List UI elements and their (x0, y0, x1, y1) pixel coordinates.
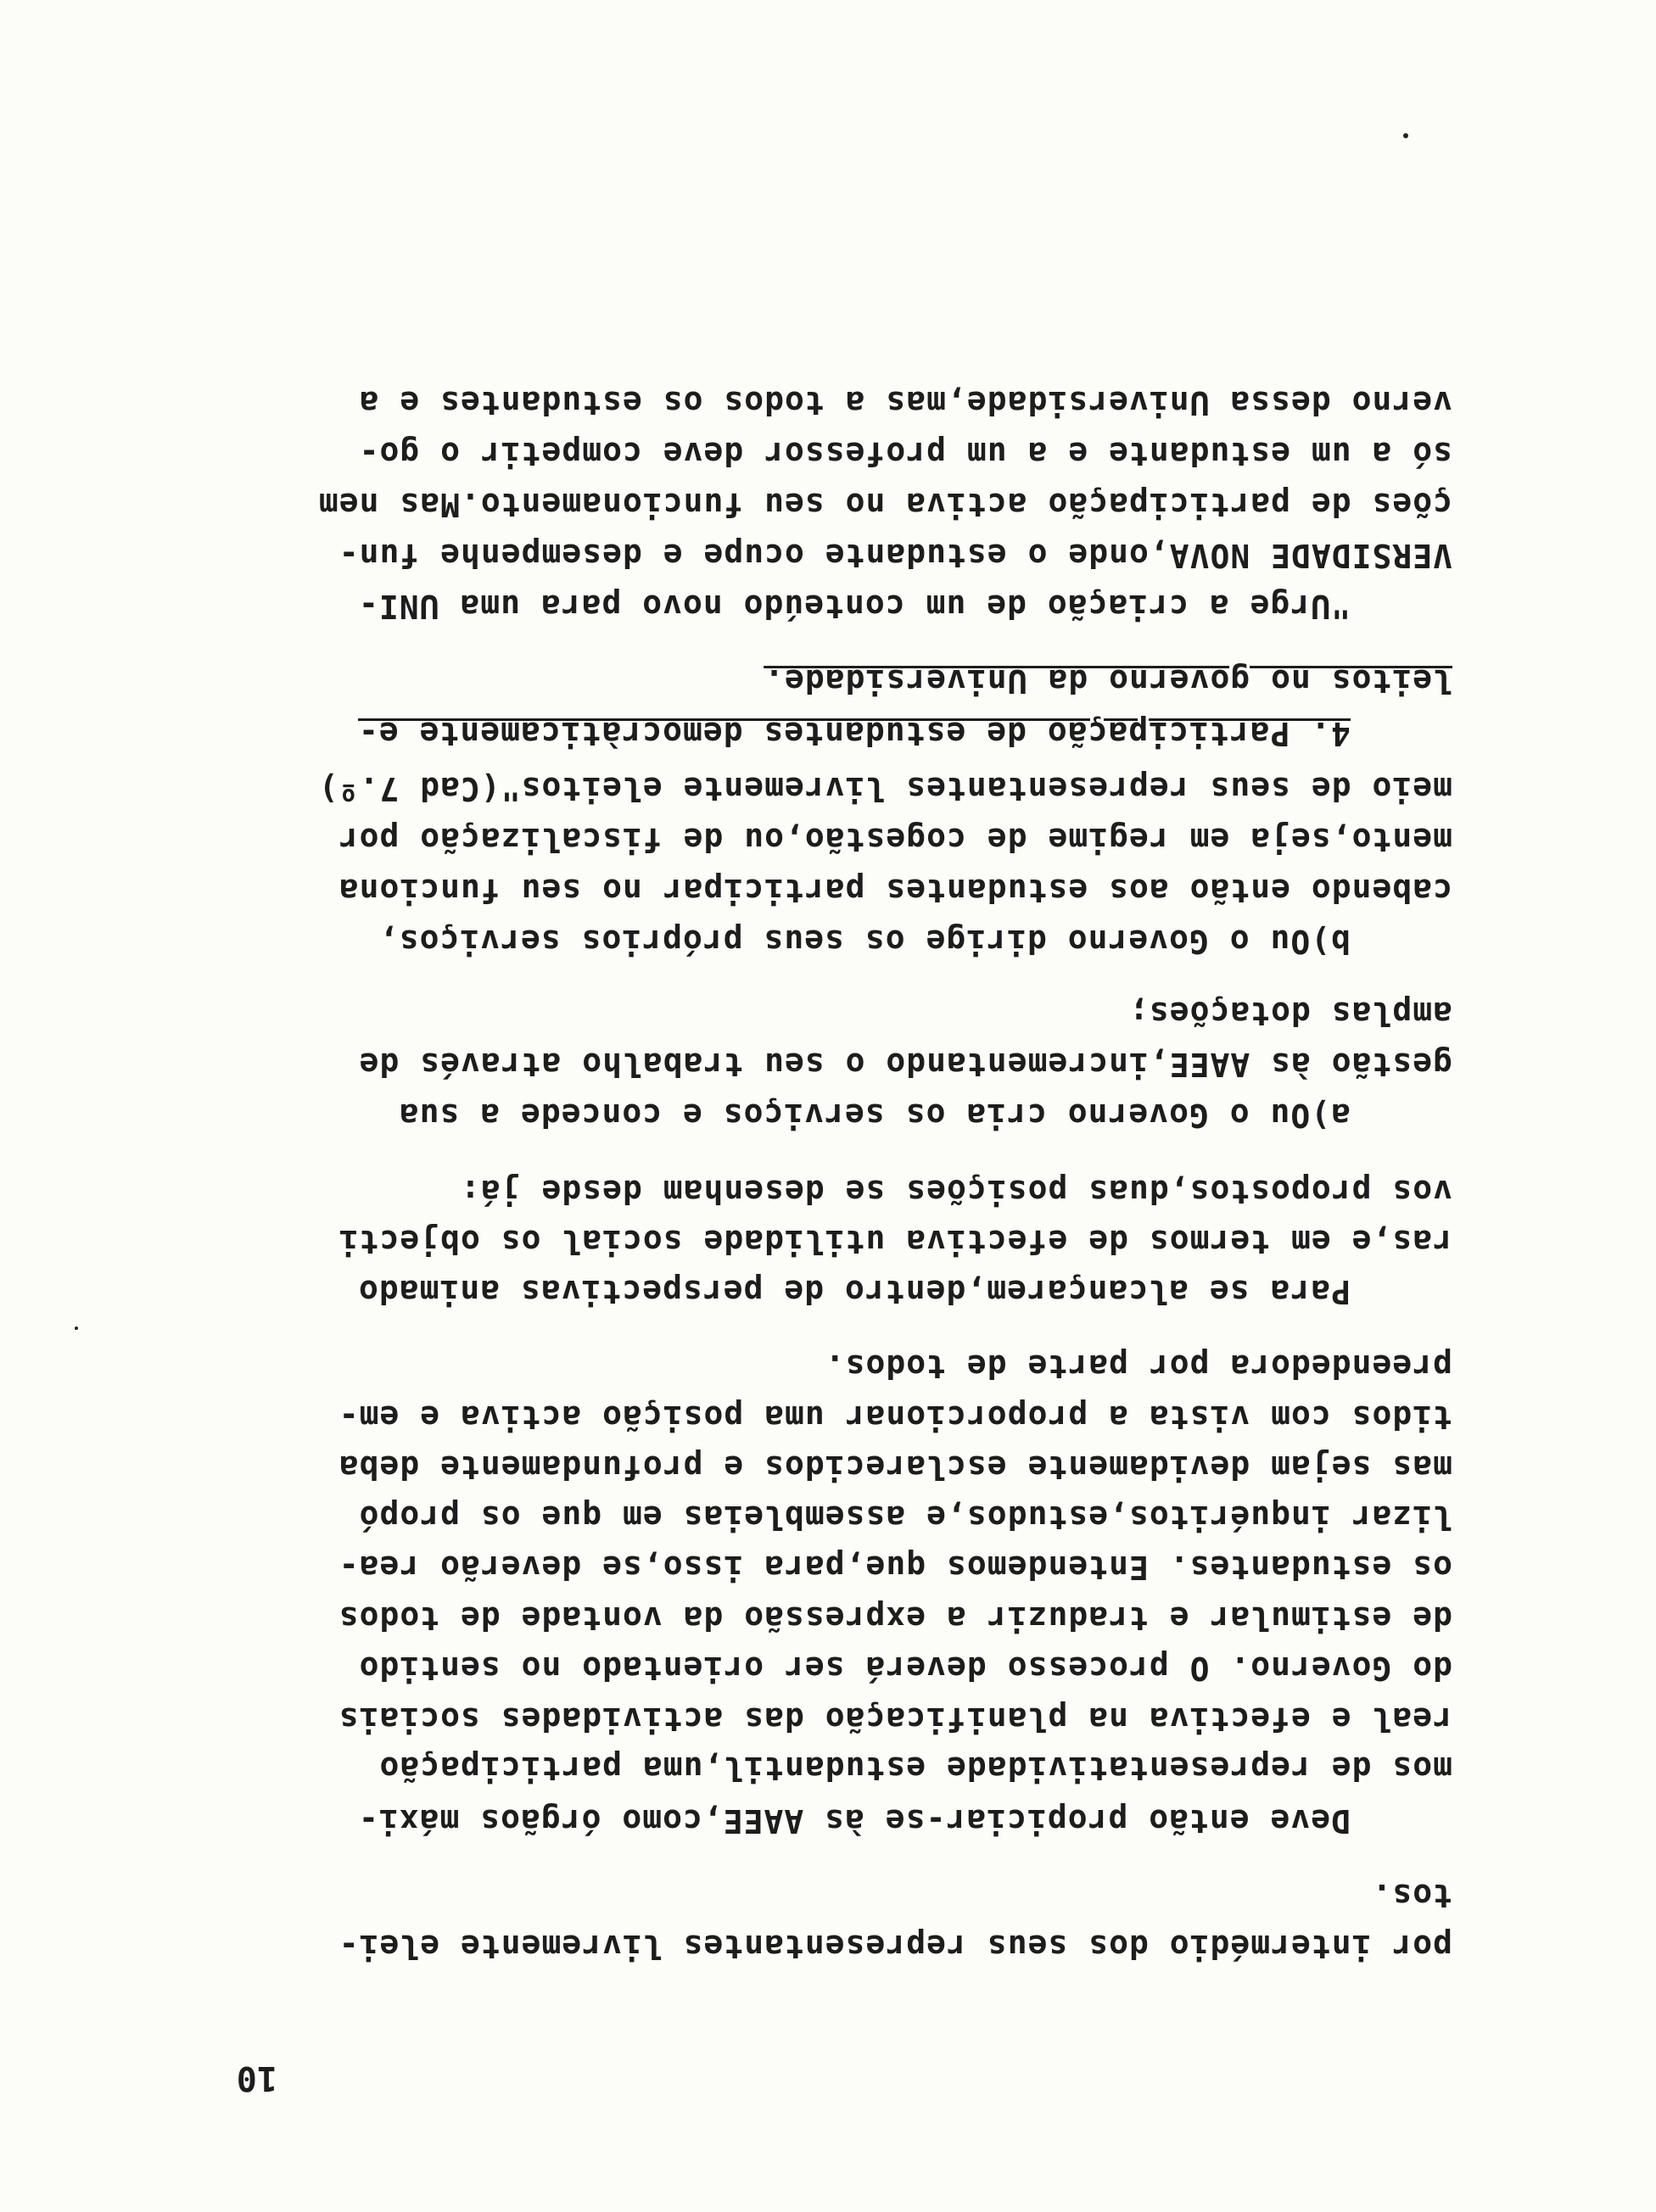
page-number: 10 (236, 2058, 277, 2097)
text-line: por intermédio dos seus representantes livremente elei- (338, 1928, 1452, 1965)
text-line: cabendo então aos estudantes participar no seu funciona (338, 872, 1452, 909)
section-heading: leitos no governo da Universidade. (764, 662, 1452, 700)
text-line: mos de representatividade estudantil,uma participação (378, 1750, 1452, 1787)
text-line: tidos com vista a proporcionar uma posição activa e em- (338, 1399, 1452, 1436)
text-line: tos. (1371, 1877, 1452, 1914)
text-line: amplas dotações; (1127, 995, 1452, 1032)
text-line: ções de participação activa no seu funcionamento.Mas nem (317, 486, 1452, 523)
text-line: Deve então propiciar-se às AAEE,como órgãos máxi- (357, 1802, 1351, 1840)
text-line: "Urge a criação de um conteúdo novo para uma UNI- (357, 588, 1351, 625)
text-line: gestão às AAEE,incrementando o seu trabalho através de (358, 1046, 1452, 1083)
text-line: mento,seja em regime de cogestão,ou de fiscalização por (338, 821, 1452, 858)
text-line: real e efectiva na planificação das actividades sociais (338, 1701, 1452, 1738)
ink-speck (1403, 133, 1408, 138)
text-line: Para se alcançarem,dentro de perspectivas animado (357, 1273, 1351, 1310)
text-line: verno dessa Universidade,mas a todos os estudantes e a (358, 384, 1452, 422)
text-line: de estimular e traduzir a expressão da vontade de todos (338, 1600, 1452, 1637)
text-line: os estudantes. Entendemos que,para isso,se deverão rea- (338, 1549, 1452, 1586)
text-line: VERSIDADE NOVA,onde o estudante ocupe e desempenhe fun- (338, 537, 1452, 574)
text-line: meio de seus representantes livremente eleitos"(Cad 7.º) (317, 770, 1452, 807)
text-line: lizar inquéritos,estudos,e assembleias em que os propó (358, 1499, 1452, 1536)
text-line: vos propostos,duas posições se desenham desde já: (459, 1173, 1452, 1210)
section-heading: 4. Participação de estudantes democràticamente e- (357, 715, 1351, 752)
text-line: a)Ou o Governo cria os serviços e concede a sua (398, 1097, 1351, 1134)
text-line: preendedora por parte de todos. (824, 1348, 1452, 1385)
text-line: mas sejam devidamente esclarecidos e profundamente deba (338, 1449, 1452, 1486)
text-line: só a um estudante e a um professor deve competir o go- (358, 435, 1452, 472)
text-line: do Governo. O processo deverá ser orientado no sentido (358, 1650, 1452, 1687)
text-line: b)Ou o Governo dirige os seus próprios serviços, (378, 923, 1351, 960)
text-line: ras,e em termos de efectiva utilidade social os objecti (338, 1223, 1452, 1260)
ink-speck (75, 1327, 78, 1330)
